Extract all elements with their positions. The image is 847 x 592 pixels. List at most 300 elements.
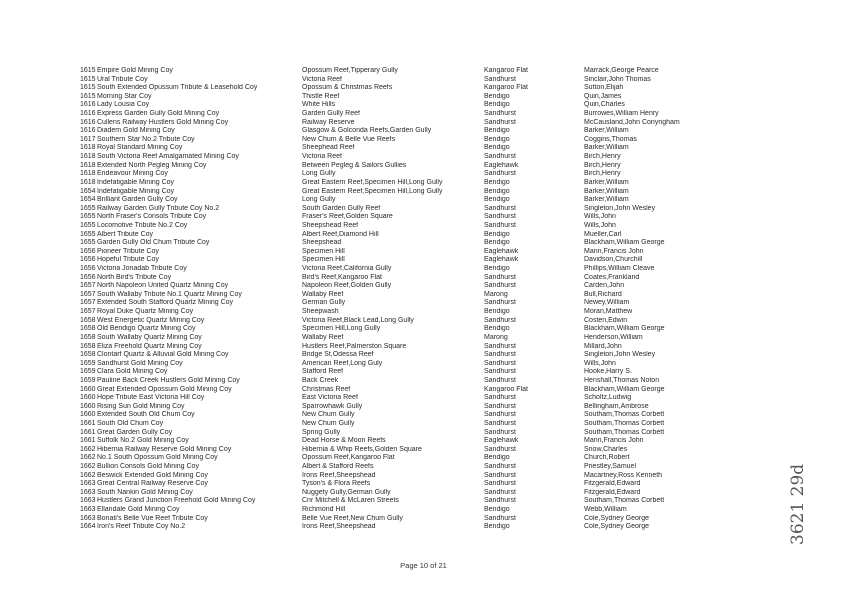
district: Sandhurst	[484, 221, 516, 229]
person-name: Fitzgerald,Edward	[584, 480, 641, 488]
person-name: Blackham,William George	[584, 325, 665, 333]
district: Bendigo	[484, 308, 510, 316]
company-name: Southern Star No.2 Tribute Coy	[97, 135, 195, 143]
company-name: Diadem Gold Mining Coy	[97, 127, 175, 135]
location: Hustlers Reef,Palmerston Square	[302, 342, 407, 350]
person-name: Fitzgerald,Edward	[584, 488, 641, 496]
person-name: Birch,Henry	[584, 170, 621, 178]
location: Sheepwash	[302, 308, 339, 316]
location: Victoria Reef,California Gully	[302, 265, 392, 273]
person-name: Barker,William	[584, 196, 629, 204]
company-name: Express Garden Gully Gold Mining Coy	[97, 110, 220, 118]
company-name: Great Central Railway Reserve Coy	[97, 480, 208, 488]
person-name: Bellingham,Ambrose	[584, 402, 649, 410]
row-number: 1662	[80, 454, 96, 462]
location: Bird's Reef,Kangaroo Flat	[302, 273, 382, 281]
district: Bendigo	[484, 101, 510, 109]
page-number: Page 10 of 21	[400, 561, 447, 570]
person-name: Priestley,Samuel	[584, 463, 637, 471]
location: Sheepshead	[302, 239, 342, 247]
district: Sandhurst	[484, 153, 516, 161]
table-row	[0, 429, 847, 438]
location: Specimen Hill,Long Gully	[302, 325, 381, 333]
row-number: 1656	[80, 256, 96, 264]
company-name: Clontarf Quartz & Alluvial Gold Mining Coy	[97, 351, 229, 359]
person-name: Hooke,Harry S.	[584, 368, 632, 376]
person-name: Henderson,William	[584, 333, 643, 341]
person-name: Barker,William	[584, 144, 629, 152]
company-name: South Old Chum Coy	[97, 419, 164, 427]
location: Sheephead Reef	[302, 144, 355, 152]
company-name: West Energetic Quartz Mining Coy	[97, 316, 205, 324]
table-row	[0, 188, 847, 197]
district: Sandhurst	[484, 480, 516, 488]
table-row	[0, 420, 847, 429]
person-name: Mueller,Carl	[584, 230, 622, 238]
row-number: 1654	[80, 196, 96, 204]
district: Sandhurst	[484, 445, 516, 453]
district: Eaglehawk	[484, 161, 519, 169]
location: White Hills	[302, 101, 336, 109]
row-number: 1662	[80, 445, 96, 453]
company-name: Royal Standard Mining Coy	[97, 144, 183, 152]
table-row	[0, 497, 847, 506]
table-row	[0, 231, 847, 240]
row-number: 1662	[80, 463, 96, 471]
table-row	[0, 454, 847, 463]
location: Napoleon Reef,Golden Gully	[302, 282, 392, 290]
row-number: 1658	[80, 325, 96, 333]
row-number: 1657	[80, 282, 96, 290]
district: Sandhurst	[484, 282, 516, 290]
person-name: Costen,Edwin	[584, 316, 628, 324]
location: German Gully	[302, 299, 346, 307]
row-number: 1618	[80, 153, 96, 161]
company-name: Hope Tribute East Victoria Hill Coy	[97, 394, 205, 402]
row-number: 1658	[80, 351, 96, 359]
row-number: 1656	[80, 247, 96, 255]
person-name: Barker,William	[584, 187, 629, 195]
table-row	[0, 480, 847, 489]
row-number: 1655	[80, 213, 96, 221]
location: Opossum Reef,Tipperary Gully	[302, 67, 398, 74]
location: Sparrowhawk Gully	[302, 402, 363, 410]
location: Nuggety Gully,German Gully	[302, 488, 391, 496]
person-name: Quin,James	[584, 92, 622, 100]
person-name: Coates,Frankland	[584, 273, 640, 281]
row-number: 1655	[80, 221, 96, 229]
row-number: 1658	[80, 316, 96, 324]
person-name: Blackham,William George	[584, 239, 665, 247]
district: Eaglehawk	[484, 247, 519, 255]
table-row	[0, 523, 847, 532]
company-name: Cullens Railway Hustlers Gold Mining Coy	[97, 118, 229, 126]
company-name: Hopeful Tribute Coy	[97, 256, 159, 264]
person-name: Millard,John	[584, 342, 622, 350]
company-name: South Wallaby Tribute No.1 Quartz Mining Coy	[97, 290, 242, 298]
table-row	[0, 489, 847, 498]
location: Specimen Hill	[302, 256, 345, 264]
row-number: 1660	[80, 385, 96, 393]
district: Eaglehawk	[484, 256, 519, 264]
location: Garden Gully Reef	[302, 110, 360, 118]
person-name: Snow,Charles	[584, 445, 628, 453]
district: Sandhurst	[484, 394, 516, 402]
table-row	[0, 317, 847, 326]
district: Sandhurst	[484, 273, 516, 281]
location: Christmas Reef	[302, 385, 351, 393]
table-row	[0, 136, 847, 145]
district: Sandhurst	[484, 376, 516, 384]
table-row	[0, 256, 847, 265]
row-number: 1663	[80, 497, 96, 505]
row-number: 1663	[80, 488, 96, 496]
company-name: Albert Tribute Coy	[97, 230, 154, 238]
person-name: Marrack,George Pearce	[584, 67, 659, 74]
person-name: Webb,William	[584, 506, 627, 514]
row-number: 1616	[80, 118, 96, 126]
row-number: 1615	[80, 84, 96, 92]
location: American Reef,Long Guly	[302, 359, 383, 367]
company-name: North Napoleon United Quartz Mining Coy	[97, 282, 229, 290]
location: Specimen Hill	[302, 247, 345, 255]
row-number: 1663	[80, 514, 96, 522]
location: South Garden Gully Reef	[302, 204, 381, 212]
district: Sandhurst	[484, 471, 516, 479]
company-name: Indefatigable Mining Coy	[97, 178, 175, 186]
company-name: Great Garden Gully Coy	[97, 428, 173, 436]
district: Bendigo	[484, 196, 510, 204]
row-number: 1659	[80, 376, 96, 384]
company-name: Lady Lousia Coy	[97, 101, 150, 109]
company-name: Indefatigable Mining Coy	[97, 187, 175, 195]
company-name: Bonati's Belle Vue Reef Tribute Coy	[97, 514, 208, 522]
location: Dead Horse & Moon Reefs	[302, 437, 386, 445]
location: Glasgow & Golconda Reefs,Garden Gully	[302, 127, 432, 135]
table-row	[0, 196, 847, 205]
company-name: Beswick Extended Gold Mining Coy	[97, 471, 208, 479]
district: Bendigo	[484, 325, 510, 333]
row-number: 1661	[80, 428, 96, 436]
person-name: Carden,John	[584, 282, 625, 290]
location: Opossum & Christmas Reefs	[302, 84, 393, 92]
district: Sandhurst	[484, 497, 516, 505]
table-row	[0, 144, 847, 153]
row-number: 1616	[80, 101, 96, 109]
location: Victoria Reef	[302, 75, 342, 83]
row-number: 1662	[80, 471, 96, 479]
location: Great Eastern Reef,Specimen Hill,Long Gully	[302, 178, 443, 186]
company-name: Empire Gold Mining Coy	[97, 67, 173, 74]
table-row	[0, 110, 847, 119]
person-name: Sutton,Elijah	[584, 84, 624, 92]
row-number: 1661	[80, 437, 96, 445]
company-name: South Wallaby Quartz Mining Coy	[97, 333, 202, 341]
district: Sandhurst	[484, 316, 516, 324]
location: Albert & Stafford Reefs	[302, 463, 374, 471]
location: Long Gully	[302, 170, 336, 178]
location: Fraser's Reef,Golden Square	[302, 213, 393, 221]
person-name: Barker,William	[584, 127, 629, 135]
table-row	[0, 282, 847, 291]
row-number: 1658	[80, 333, 96, 341]
location: East Victoria Reef	[302, 394, 358, 402]
district: Eaglehawk	[484, 437, 519, 445]
person-name: Mann,Francis John	[584, 247, 644, 255]
company-name: South Victoria Reef Amalgamated Mining Coy	[97, 153, 239, 161]
location: Great Eastern Reef,Specimen Hill,Long Gully	[302, 187, 443, 195]
row-number: 1663	[80, 480, 96, 488]
person-name: Burrowes,William Henry	[584, 110, 659, 118]
row-number: 1654	[80, 187, 96, 195]
table-row	[0, 308, 847, 317]
district: Sandhurst	[484, 514, 516, 522]
table-row	[0, 239, 847, 248]
row-number: 1657	[80, 308, 96, 316]
person-name: Cole,Sydney George	[584, 523, 649, 531]
company-name: Great Extended Opossum Gold Mining Coy	[97, 385, 232, 393]
location: New Chum & Belle Vue Reefs	[302, 135, 396, 143]
table-row	[0, 437, 847, 446]
row-number: 1655	[80, 230, 96, 238]
person-name: Blackham,William George	[584, 385, 665, 393]
table-row	[0, 377, 847, 386]
row-number: 1656	[80, 265, 96, 273]
district: Kangaroo Flat	[484, 67, 528, 74]
company-name: Pauline Back Creek Hustlers Gold Mining Coy	[97, 376, 240, 384]
company-name: Suffolk No.2 Gold Mining Coy	[97, 437, 189, 445]
table-row	[0, 515, 847, 524]
location: Hibernia & Whip Reefs,Golden Square	[302, 445, 422, 453]
row-number: 1661	[80, 419, 96, 427]
table-row	[0, 101, 847, 110]
table-row	[0, 360, 847, 369]
company-name: South Nankin Gold Mining Coy	[97, 488, 193, 496]
location: Irons Reef,Sheepshead	[302, 471, 376, 479]
row-number: 1660	[80, 411, 96, 419]
table-row	[0, 84, 847, 93]
person-name: Singleton,John Wesley	[584, 351, 656, 359]
table-row	[0, 127, 847, 136]
person-name: Birch,Henry	[584, 161, 621, 169]
location: Long Gully	[302, 196, 336, 204]
table-row	[0, 411, 847, 420]
table-row	[0, 274, 847, 283]
row-number: 1655	[80, 204, 96, 212]
company-name: Royal Duke Quartz Mining Coy	[97, 308, 194, 316]
district: Bendigo	[484, 265, 510, 273]
company-name: Ural Tribute Coy	[97, 75, 148, 83]
location: Belle Vue Reef,New Chum Gully	[302, 514, 403, 522]
table-row	[0, 368, 847, 377]
person-name: Moran,Matthew	[584, 308, 633, 316]
district: Bendigo	[484, 135, 510, 143]
table-row	[0, 265, 847, 274]
company-name: Bullion Consols Gold Mining Coy	[97, 463, 199, 471]
table-row	[0, 67, 847, 76]
person-name: Wills,John	[584, 221, 616, 229]
person-name: Phillips,William Cleave	[584, 265, 655, 273]
row-number: 1657	[80, 299, 96, 307]
row-number: 1658	[80, 342, 96, 350]
table-row	[0, 93, 847, 102]
table-row	[0, 248, 847, 257]
district: Sandhurst	[484, 351, 516, 359]
handwritten-annotation: 3621 29d	[788, 463, 808, 545]
person-name: Coggins,Thomas	[584, 135, 637, 143]
table-row	[0, 386, 847, 395]
person-name: Newey,William	[584, 299, 630, 307]
company-name: Pioneer Tribute Coy	[97, 247, 159, 255]
district: Bendigo	[484, 454, 510, 462]
table-row	[0, 153, 847, 162]
person-name: Cole,Sydney George	[584, 514, 649, 522]
table-row	[0, 205, 847, 214]
table-row	[0, 179, 847, 188]
company-name: North Fraser's Consols Tribute Coy	[97, 213, 207, 221]
location: Back Creek	[302, 376, 339, 384]
table-row	[0, 351, 847, 360]
row-number: 1617	[80, 135, 96, 143]
row-number: 1656	[80, 273, 96, 281]
company-name: Morning Star Coy	[97, 92, 152, 100]
district: Sandhurst	[484, 170, 516, 178]
table-row	[0, 472, 847, 481]
table-row	[0, 291, 847, 300]
district: Sandhurst	[484, 488, 516, 496]
person-name: Church,Robert	[584, 454, 630, 462]
row-number: 1616	[80, 127, 96, 135]
company-name: Endeavour Mining Coy	[97, 170, 168, 178]
company-name: Ellandale Gold Mining Coy	[97, 506, 180, 514]
district: Bendigo	[484, 187, 510, 195]
table-row	[0, 213, 847, 222]
district: Sandhurst	[484, 359, 516, 367]
location: Opossum Reef,Kangaroo Flat	[302, 454, 395, 462]
person-name: Barker,William	[584, 178, 629, 186]
table-row	[0, 162, 847, 171]
row-number: 1664	[80, 523, 96, 531]
person-name: Southam,Thomas Corbett	[584, 411, 665, 419]
company-name: South Extended Opussum Tribute & Leasehold Coy	[97, 84, 258, 92]
person-name: Mann,Francis John	[584, 437, 644, 445]
location: Wallaby Reef	[302, 333, 344, 341]
person-name: McCausland,John Conyngham	[584, 118, 680, 126]
company-name: No.1 South Opossum Gold Mining Coy	[97, 454, 218, 462]
row-number: 1618	[80, 161, 96, 169]
location: Sheepshead Reef	[302, 221, 359, 229]
company-name: Hustlers Grand Junction Freehold Gold Mining Coy	[97, 497, 256, 505]
row-number: 1616	[80, 110, 96, 118]
table-row	[0, 76, 847, 85]
district: Sandhurst	[484, 402, 516, 410]
location: Between Pegleg & Sailors Gullies	[302, 161, 407, 169]
district: Sandhurst	[484, 342, 516, 350]
district: Sandhurst	[484, 118, 516, 126]
location: Bridge St,Odessa Reef	[302, 351, 374, 359]
district: Sandhurst	[484, 75, 516, 83]
location: Tyson's & Flora Reefs	[302, 480, 371, 488]
person-name: Macartney,Ross Kenneth	[584, 471, 663, 479]
person-name: Sinclair,John Thomas	[584, 75, 651, 83]
location: Cnr Mitchell & McLaren Streets	[302, 497, 399, 505]
table-row	[0, 343, 847, 352]
district: Sandhurst	[484, 428, 516, 436]
district: Sandhurst	[484, 463, 516, 471]
location: Spring Gully	[302, 428, 341, 436]
person-name: Southam,Thomas Corbett	[584, 419, 665, 427]
table-row	[0, 299, 847, 308]
district: Sandhurst	[484, 411, 516, 419]
location: Richmond Hill	[302, 506, 346, 514]
district: Sandhurst	[484, 204, 516, 212]
company-name: Extended South Stafford Quartz Mining Coy	[97, 299, 234, 307]
company-name: Locomotive Tribute No.2 Coy	[97, 221, 188, 229]
district: Sandhurst	[484, 419, 516, 427]
company-name: Old Bendigo Quartz Mining Coy	[97, 325, 196, 333]
company-name: Eliza Freehold Quartz Mining Coy	[97, 342, 202, 350]
person-name: Singleton,John Wesley	[584, 204, 656, 212]
row-number: 1615	[80, 67, 96, 74]
row-number: 1615	[80, 75, 96, 83]
person-name: Scholtz,Ludwig	[584, 394, 632, 402]
company-name: Hibernia Railway Reserve Gold Mining Coy	[97, 445, 232, 453]
row-number: 1618	[80, 170, 96, 178]
row-number: 1663	[80, 506, 96, 514]
location: Railway Reserve	[302, 118, 355, 126]
table-row	[0, 170, 847, 179]
table-row	[0, 394, 847, 403]
person-name: Wills,John	[584, 213, 616, 221]
person-name: Quin,Charles	[584, 101, 625, 109]
company-name: Sandhurst Gold Mining Coy	[97, 359, 183, 367]
table-row	[0, 446, 847, 455]
person-name: Davidson,Churchill	[584, 256, 643, 264]
company-name: Extended North Pegleg Mining Coy	[97, 161, 207, 169]
location: Victoria Reef	[302, 153, 342, 161]
company-name: Iron's Reef Tribute Coy No.2	[97, 523, 186, 531]
person-name: Southam,Thomas Corbett	[584, 497, 665, 505]
district: Sandhurst	[484, 213, 516, 221]
district: Bendigo	[484, 523, 510, 531]
row-number: 1659	[80, 368, 96, 376]
district: Bendigo	[484, 506, 510, 514]
company-name: Rising Sun Gold Mining Coy	[97, 402, 185, 410]
location: New Chum Gully	[302, 419, 355, 427]
person-name: Henshall,Thomas Noton	[584, 376, 660, 384]
row-number: 1618	[80, 178, 96, 186]
district: Bendigo	[484, 144, 510, 152]
person-name: Birch,Henry	[584, 153, 621, 161]
location: Wallaby Reef	[302, 290, 344, 298]
company-name: North Bird's Tribute Coy	[97, 273, 172, 281]
district: Bendigo	[484, 92, 510, 100]
person-name: Wills,John	[584, 359, 616, 367]
district: Bendigo	[484, 178, 510, 186]
district: Bendigo	[484, 230, 510, 238]
location: Victoria Reef,Black Lead,Long Gully	[302, 316, 414, 324]
table-row	[0, 334, 847, 343]
row-number: 1615	[80, 92, 96, 100]
person-name: Southam,Thomas Corbett	[584, 428, 665, 436]
row-number: 1660	[80, 394, 96, 402]
location: Albert Reef,Diamond Hill	[302, 230, 379, 238]
table-row	[0, 325, 847, 334]
location: Stafford Reef	[302, 368, 344, 376]
district: Bendigo	[484, 239, 510, 247]
company-name: Railway Garden Gully Tribute Coy No.2	[97, 204, 220, 212]
table-row	[0, 222, 847, 231]
